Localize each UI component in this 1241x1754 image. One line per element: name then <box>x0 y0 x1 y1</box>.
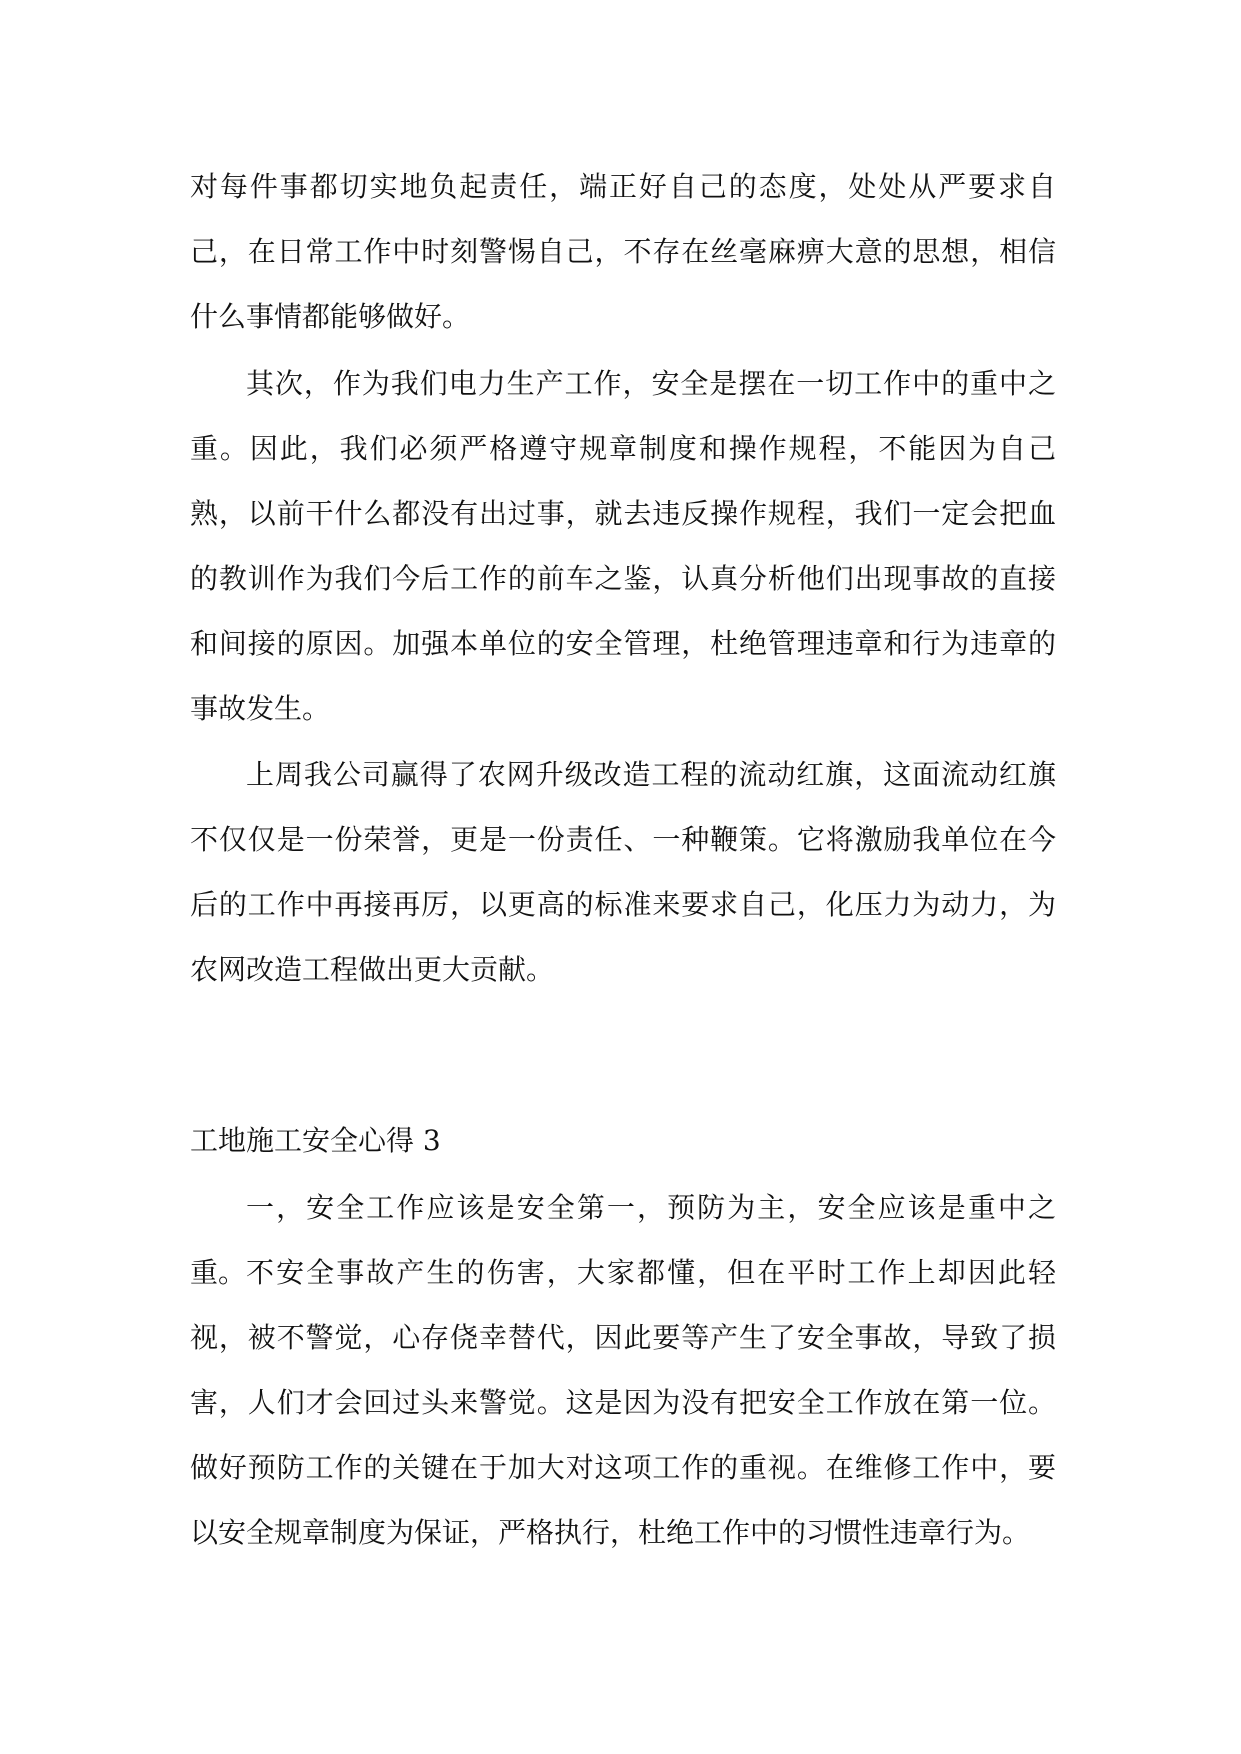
paragraph-text: 不安全事故产生的伤害，大家都懂，但在平时工作上却因此轻视，被不警觉，心存侥幸替代，因此要等产生了安全事故，导致了损害，人们才会回过头来警觉。这是因为没有把安全工作放在第一位。做好预防工作的关键在于加大对这项工作的重视。在维修工作中，要以安全规章制度为保证，严格执行，杜绝工作中的习惯性违章行为。 <box>190 1256 1056 1549</box>
section-title: 工地施工安全心得 3 <box>190 1124 441 1157</box>
paragraph-safety-priority <box>190 351 1056 741</box>
paragraph-text: 上周我公司赢得了农网升级改造工程的流动红旗，这面流动红旗不仅仅是一份荣誉，更是一份责任、一种鞭策。它将激励我单位在今后的工作中再接再厉，以更高的标准来要求自己，化压力为动力，为农网改造工程做出更大贡献。 <box>190 758 1056 986</box>
paragraph-text: 一，安全工作应该是安全第一，预防为主，安全应该是重中之重。 <box>190 1191 1056 1289</box>
paragraph-continued <box>190 154 1056 349</box>
paragraph-text: 对每件事都切实地负起责任，端正好自己的态度，处处从严要求自己，在日常工作中时刻警惕自己，不存在丝毫麻痹大意的思想，相信什么事情都能够做好。 <box>190 170 1056 333</box>
paragraph-red-flag <box>190 742 1056 1002</box>
paragraph-text: 其次，作为我们电力生产工作，安全是摆在一切工作中的重中之重。因此，我们必须严格遵守规章制度和操作规程，不能因为自己熟，以前干什么都没有出过事，就去违反操作规程，我们一定会把血的教训作为我们今后工作的前车之鉴，认真分析他们出现事故的直接和间接的原因。加强本单位的安全管理，杜绝管理违章和行为违章的事故发生。 <box>190 367 1056 725</box>
paragraph-prevention <box>190 1240 1056 1565</box>
